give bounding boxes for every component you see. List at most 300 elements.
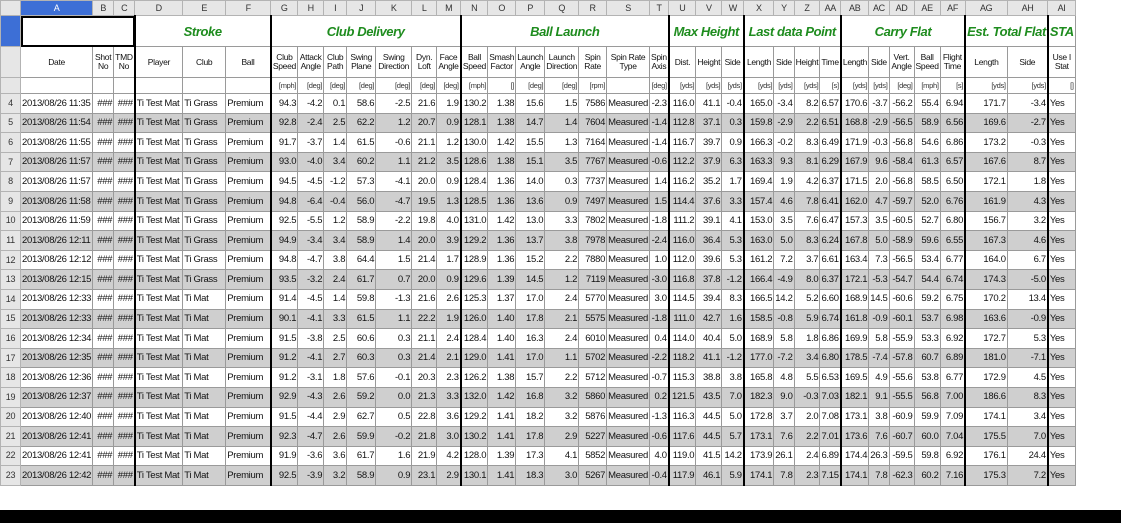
cell-z[interactable]: 8.3 xyxy=(794,231,820,251)
cell-g[interactable]: 91.9 xyxy=(271,446,298,466)
cell-l[interactable]: 19.5 xyxy=(412,191,437,211)
cell-ai[interactable]: Yes xyxy=(1048,172,1075,192)
cell-a[interactable]: 2013/08/26 11:58 xyxy=(21,191,93,211)
cell-s[interactable]: Measured xyxy=(607,466,650,486)
cell-ah[interactable]: -0.9 xyxy=(1007,309,1048,329)
cell-z[interactable]: 5.2 xyxy=(794,289,820,309)
cell-ae[interactable]: 58.9 xyxy=(914,113,940,133)
cell-i[interactable]: 2.4 xyxy=(324,270,347,290)
cell-f[interactable]: Premium xyxy=(226,250,271,270)
cell-i[interactable]: -1.2 xyxy=(324,172,347,192)
cell-g[interactable]: 91.5 xyxy=(271,329,298,349)
cell-v[interactable]: 39.4 xyxy=(696,289,722,309)
cell-af[interactable]: 6.57 xyxy=(940,152,965,172)
cell-aa[interactable]: 6.60 xyxy=(820,289,841,309)
cell-q[interactable]: 3.8 xyxy=(545,231,579,251)
cell-g[interactable]: 92.8 xyxy=(271,113,298,133)
cell-o[interactable]: 1.42 xyxy=(488,133,516,153)
column-header-af[interactable]: AF xyxy=(940,1,965,16)
cell-e[interactable]: Ti Grass xyxy=(183,270,226,290)
cell-v[interactable]: 46.1 xyxy=(696,466,722,486)
cell-ae[interactable]: 59.9 xyxy=(914,407,940,427)
cell-g[interactable]: 94.8 xyxy=(271,250,298,270)
cell-d[interactable]: Ti Test Mat xyxy=(135,348,183,368)
cell-d[interactable]: Ti Test Mat xyxy=(135,152,183,172)
column-header-y[interactable]: Y xyxy=(774,1,794,16)
cell-j[interactable]: 58.9 xyxy=(347,211,376,231)
cell-ab[interactable]: 163.4 xyxy=(841,250,869,270)
cell-ah[interactable]: 4.5 xyxy=(1007,368,1048,388)
cell-q[interactable]: 3.2 xyxy=(545,387,579,407)
cell-h[interactable]: -4.4 xyxy=(298,407,324,427)
cell-b[interactable]: ### xyxy=(93,270,114,290)
cell-t[interactable]: 1.0 xyxy=(649,250,668,270)
cell-c[interactable]: ### xyxy=(114,211,135,231)
cell-u[interactable]: 116.0 xyxy=(669,94,696,114)
unit-h[interactable]: [deg] xyxy=(298,78,324,94)
cell-e[interactable]: Ti Mat xyxy=(183,289,226,309)
cell-b[interactable]: ### xyxy=(93,191,114,211)
column-header-z[interactable]: Z xyxy=(794,1,820,16)
cell-b[interactable]: ### xyxy=(93,329,114,349)
cell-s[interactable]: Measured xyxy=(607,231,650,251)
column-header-q[interactable]: Q xyxy=(545,1,579,16)
cell-c[interactable]: ### xyxy=(114,446,135,466)
cell-af[interactable]: 6.77 xyxy=(940,368,965,388)
cell-d[interactable]: Ti Test Mat xyxy=(135,289,183,309)
cell-y[interactable]: -3.4 xyxy=(774,94,794,114)
cell-b[interactable]: ### xyxy=(93,172,114,192)
cell-ac[interactable]: -0.9 xyxy=(869,309,889,329)
label-f[interactable]: Ball xyxy=(226,47,271,78)
cell-r[interactable]: 7880 xyxy=(579,250,607,270)
cell-ah[interactable]: 13.4 xyxy=(1007,289,1048,309)
cell-ag[interactable]: 172.9 xyxy=(965,368,1007,388)
column-header-g[interactable]: G xyxy=(271,1,298,16)
cell-y[interactable]: -0.2 xyxy=(774,133,794,153)
cell-ad[interactable]: -60.9 xyxy=(889,407,914,427)
cell-k[interactable]: 0.3 xyxy=(376,348,412,368)
cell-l[interactable]: 19.8 xyxy=(412,211,437,231)
cell-b[interactable]: ### xyxy=(93,94,114,114)
cell-v[interactable]: 41.5 xyxy=(696,446,722,466)
cell-y[interactable]: -0.8 xyxy=(774,309,794,329)
label-z[interactable]: Height xyxy=(794,47,820,78)
cell-i[interactable]: 2.5 xyxy=(324,113,347,133)
cell-a[interactable]: 2013/08/26 12:33 xyxy=(21,289,93,309)
cell-m[interactable]: 2.6 xyxy=(437,289,461,309)
cell-w[interactable]: 4.1 xyxy=(722,211,744,231)
cell-v[interactable]: 43.5 xyxy=(696,387,722,407)
cell-s[interactable]: Measured xyxy=(607,172,650,192)
cell-u[interactable]: 116.3 xyxy=(669,407,696,427)
cell-ac[interactable]: 7.6 xyxy=(869,427,889,447)
cell-z[interactable]: 2.2 xyxy=(794,113,820,133)
cell-aa[interactable]: 6.41 xyxy=(820,191,841,211)
cell-v[interactable]: 37.8 xyxy=(696,270,722,290)
cell-ab[interactable]: 169.9 xyxy=(841,329,869,349)
cell-g[interactable]: 94.9 xyxy=(271,231,298,251)
unit-n[interactable]: [mph] xyxy=(461,78,488,94)
cell-i[interactable]: 2.6 xyxy=(324,427,347,447)
cell-s[interactable]: Measured xyxy=(607,348,650,368)
unit-v[interactable]: [yds] xyxy=(696,78,722,94)
cell-p[interactable]: 17.8 xyxy=(516,309,545,329)
cell-n[interactable]: 129.6 xyxy=(461,270,488,290)
cell-e[interactable]: Ti Grass xyxy=(183,250,226,270)
unit-p[interactable]: [deg] xyxy=(516,78,545,94)
cell-f[interactable]: Premium xyxy=(226,211,271,231)
cell-h[interactable]: -4.5 xyxy=(298,289,324,309)
cell-k[interactable]: -0.6 xyxy=(376,133,412,153)
cell-j[interactable]: 62.2 xyxy=(347,113,376,133)
cell-d[interactable]: Ti Test Mat xyxy=(135,231,183,251)
label-s[interactable]: Spin Rate Type xyxy=(607,47,650,78)
cell-ab[interactable]: 168.9 xyxy=(841,289,869,309)
cell-l[interactable]: 23.1 xyxy=(412,466,437,486)
cell-af[interactable]: 6.98 xyxy=(940,309,965,329)
cell-g[interactable]: 92.5 xyxy=(271,211,298,231)
cell-ai[interactable]: Yes xyxy=(1048,348,1075,368)
cell-k[interactable]: 1.1 xyxy=(376,309,412,329)
cell-af[interactable]: 6.76 xyxy=(940,191,965,211)
row-number[interactable]: 19 xyxy=(1,387,21,407)
cell-v[interactable]: 37.9 xyxy=(696,152,722,172)
cell-s[interactable]: Measured xyxy=(607,94,650,114)
cell-a[interactable]: 2013/08/26 12:40 xyxy=(21,407,93,427)
cell-i[interactable]: 3.6 xyxy=(324,446,347,466)
cell-x[interactable]: 168.9 xyxy=(744,329,774,349)
cell-f[interactable]: Premium xyxy=(226,387,271,407)
cell-ad[interactable]: -54.7 xyxy=(889,270,914,290)
cell-v[interactable]: 39.1 xyxy=(696,211,722,231)
cell-ah[interactable]: 7.0 xyxy=(1007,427,1048,447)
cell-g[interactable]: 94.5 xyxy=(271,172,298,192)
cell-f[interactable]: Premium xyxy=(226,231,271,251)
cell-ai[interactable]: Yes xyxy=(1048,446,1075,466)
cell-j[interactable]: 57.6 xyxy=(347,368,376,388)
cell-e[interactable]: Ti Grass xyxy=(183,231,226,251)
cell-r[interactable]: 5860 xyxy=(579,387,607,407)
cell-s[interactable]: Measured xyxy=(607,407,650,427)
cell-ab[interactable]: 157.3 xyxy=(841,211,869,231)
cell-z[interactable]: -0.3 xyxy=(794,387,820,407)
cell-o[interactable]: 1.42 xyxy=(488,387,516,407)
cell-o[interactable]: 1.39 xyxy=(488,270,516,290)
cell-u[interactable]: 121.5 xyxy=(669,387,696,407)
cell-z[interactable]: 3.7 xyxy=(794,250,820,270)
cell-aa[interactable]: 6.47 xyxy=(820,211,841,231)
cell-r[interactable]: 5770 xyxy=(579,289,607,309)
row-number[interactable]: 9 xyxy=(1,191,21,211)
cell-e[interactable]: Ti Grass xyxy=(183,113,226,133)
cell-q[interactable]: 1.3 xyxy=(545,133,579,153)
cell-ab[interactable]: 182.1 xyxy=(841,387,869,407)
label-ai[interactable]: Use I Stat xyxy=(1048,47,1075,78)
cell-b[interactable]: ### xyxy=(93,446,114,466)
cell-ai[interactable]: Yes xyxy=(1048,133,1075,153)
cell-z[interactable]: 4.2 xyxy=(794,172,820,192)
cell-ah[interactable]: 7.2 xyxy=(1007,466,1048,486)
cell-z[interactable]: 5.9 xyxy=(794,309,820,329)
cell-d[interactable]: Ti Test Mat xyxy=(135,446,183,466)
label-h[interactable]: Attack Angle xyxy=(298,47,324,78)
cell-ad[interactable]: -60.5 xyxy=(889,211,914,231)
cell-b[interactable]: ### xyxy=(93,427,114,447)
cell-ad[interactable]: -56.5 xyxy=(889,250,914,270)
cell-m[interactable]: 0.9 xyxy=(437,172,461,192)
cell-af[interactable]: 6.56 xyxy=(940,113,965,133)
column-header-k[interactable]: K xyxy=(376,1,412,16)
cell-t[interactable]: -0.6 xyxy=(649,152,668,172)
cell-ai[interactable]: Yes xyxy=(1048,152,1075,172)
cell-p[interactable]: 13.7 xyxy=(516,231,545,251)
cell-v[interactable]: 37.6 xyxy=(696,191,722,211)
unit-j[interactable]: [deg] xyxy=(347,78,376,94)
cell-ah[interactable]: -7.1 xyxy=(1007,348,1048,368)
cell-u[interactable]: 111.2 xyxy=(669,211,696,231)
group-header-ball-launch[interactable]: Ball Launch xyxy=(461,16,669,47)
cell-l[interactable]: 22.2 xyxy=(412,309,437,329)
cell-c[interactable]: ### xyxy=(114,329,135,349)
cell-ad[interactable]: -55.6 xyxy=(889,368,914,388)
cell-j[interactable]: 58.6 xyxy=(347,94,376,114)
cell-ac[interactable]: -0.3 xyxy=(869,133,889,153)
cell-i[interactable]: 1.4 xyxy=(324,289,347,309)
cell-q[interactable]: 1.1 xyxy=(545,348,579,368)
cell-t[interactable]: -2.2 xyxy=(649,348,668,368)
cell-ad[interactable]: -59.5 xyxy=(889,446,914,466)
cell-a[interactable]: 2013/08/26 12:41 xyxy=(21,427,93,447)
cell-ae[interactable]: 60.2 xyxy=(914,466,940,486)
cell-w[interactable]: 3.3 xyxy=(722,191,744,211)
cell-m[interactable]: 2.3 xyxy=(437,368,461,388)
cell-o[interactable]: 1.36 xyxy=(488,250,516,270)
cell-n[interactable]: 131.0 xyxy=(461,211,488,231)
cell-z[interactable]: 8.1 xyxy=(794,152,820,172)
cell-j[interactable]: 61.5 xyxy=(347,309,376,329)
row-number[interactable]: 5 xyxy=(1,113,21,133)
cell-y[interactable]: -4.9 xyxy=(774,270,794,290)
cell-ad[interactable]: -55.9 xyxy=(889,329,914,349)
group-header-est-total-flat[interactable]: Est. Total Flat xyxy=(965,16,1048,47)
cell-ae[interactable]: 52.7 xyxy=(914,211,940,231)
cell-af[interactable]: 7.04 xyxy=(940,427,965,447)
cell-c[interactable]: ### xyxy=(114,172,135,192)
unit-ah[interactable]: [yds] xyxy=(1007,78,1048,94)
cell-ah[interactable]: 8.7 xyxy=(1007,152,1048,172)
label-n[interactable]: Ball Speed xyxy=(461,47,488,78)
cell-l[interactable]: 21.1 xyxy=(412,133,437,153)
unit-b[interactable] xyxy=(93,78,114,94)
cell-ad[interactable]: -60.1 xyxy=(889,309,914,329)
cell-z[interactable]: 7.6 xyxy=(794,211,820,231)
cell-z[interactable]: 8.3 xyxy=(794,133,820,153)
cell-ab[interactable]: 178.5 xyxy=(841,348,869,368)
cell-y[interactable]: 9.0 xyxy=(774,387,794,407)
cell-ag[interactable]: 164.0 xyxy=(965,250,1007,270)
unit-e[interactable] xyxy=(183,78,226,94)
unit-k[interactable]: [deg] xyxy=(376,78,412,94)
cell-ag[interactable]: 172.7 xyxy=(965,329,1007,349)
cell-f[interactable]: Premium xyxy=(226,466,271,486)
cell-w[interactable]: 8.3 xyxy=(722,289,744,309)
cell-p[interactable]: 14.7 xyxy=(516,113,545,133)
cell-z[interactable]: 3.4 xyxy=(794,348,820,368)
cell-e[interactable]: Ti Mat xyxy=(183,466,226,486)
unit-s[interactable] xyxy=(607,78,650,94)
cell-v[interactable]: 37.1 xyxy=(696,113,722,133)
cell-ac[interactable]: 9.1 xyxy=(869,387,889,407)
column-header-e[interactable]: E xyxy=(183,1,226,16)
cell-t[interactable]: -1.4 xyxy=(649,113,668,133)
cell-q[interactable]: 1.4 xyxy=(545,113,579,133)
cell-m[interactable]: 4.0 xyxy=(437,211,461,231)
cell-h[interactable]: -4.2 xyxy=(298,94,324,114)
cell-z[interactable]: 8.0 xyxy=(794,270,820,290)
cell-t[interactable]: -1.3 xyxy=(649,407,668,427)
cell-g[interactable]: 94.8 xyxy=(271,191,298,211)
cell-ai[interactable]: Yes xyxy=(1048,231,1075,251)
unit-o[interactable]: [] xyxy=(488,78,516,94)
cell-k[interactable]: 0.9 xyxy=(376,466,412,486)
cell-b[interactable]: ### xyxy=(93,368,114,388)
cell-r[interactable]: 5227 xyxy=(579,427,607,447)
cell-r[interactable]: 5876 xyxy=(579,407,607,427)
cell-t[interactable]: -1.8 xyxy=(649,211,668,231)
cell-ai[interactable]: Yes xyxy=(1048,329,1075,349)
cell-k[interactable]: -0.1 xyxy=(376,368,412,388)
cell-ab[interactable]: 161.8 xyxy=(841,309,869,329)
cell-q[interactable]: 1.2 xyxy=(545,270,579,290)
unit-x[interactable]: [yds] xyxy=(744,78,774,94)
cell-p[interactable]: 14.5 xyxy=(516,270,545,290)
cell-x[interactable]: 166.3 xyxy=(744,133,774,153)
cell-ad[interactable]: -62.3 xyxy=(889,466,914,486)
cell-n[interactable]: 130.1 xyxy=(461,466,488,486)
cell-h[interactable]: -4.7 xyxy=(298,427,324,447)
cell-n[interactable]: 130.0 xyxy=(461,133,488,153)
cell-w[interactable]: 5.0 xyxy=(722,329,744,349)
cell-x[interactable]: 157.4 xyxy=(744,191,774,211)
cell-s[interactable]: Measured xyxy=(607,250,650,270)
cell-ab[interactable]: 173.6 xyxy=(841,427,869,447)
cell-aa[interactable]: 7.01 xyxy=(820,427,841,447)
cell-ab[interactable]: 174.4 xyxy=(841,446,869,466)
cell-z[interactable]: 7.8 xyxy=(794,191,820,211)
group-header-carry-flat[interactable]: Carry Flat xyxy=(841,16,965,47)
cell-n[interactable]: 132.0 xyxy=(461,387,488,407)
row-number[interactable]: 6 xyxy=(1,133,21,153)
column-header-ac[interactable]: AC xyxy=(869,1,889,16)
column-header-ad[interactable]: AD xyxy=(889,1,914,16)
cell-k[interactable]: -0.2 xyxy=(376,427,412,447)
cell-y[interactable]: 7.2 xyxy=(774,250,794,270)
cell-l[interactable]: 20.3 xyxy=(412,368,437,388)
label-u[interactable]: Dist. xyxy=(669,47,696,78)
cell-c[interactable]: ### xyxy=(114,407,135,427)
cell-o[interactable]: 1.41 xyxy=(488,427,516,447)
cell-c[interactable]: ### xyxy=(114,466,135,486)
cell-j[interactable]: 58.9 xyxy=(347,466,376,486)
label-ac[interactable]: Side xyxy=(869,47,889,78)
cell-n[interactable]: 128.1 xyxy=(461,113,488,133)
column-header-w[interactable]: W xyxy=(722,1,744,16)
cell-o[interactable]: 1.39 xyxy=(488,446,516,466)
cell-o[interactable]: 1.36 xyxy=(488,231,516,251)
cell-ag[interactable]: 175.3 xyxy=(965,466,1007,486)
cell-aa[interactable]: 7.08 xyxy=(820,407,841,427)
cell-q[interactable]: 2.2 xyxy=(545,368,579,388)
group-header-stat[interactable]: STA xyxy=(1048,16,1075,47)
column-header-r[interactable]: R xyxy=(579,1,607,16)
cell-e[interactable]: Ti Mat xyxy=(183,387,226,407)
cell-ag[interactable]: 156.7 xyxy=(965,211,1007,231)
row-number[interactable]: 14 xyxy=(1,289,21,309)
cell-x[interactable]: 165.8 xyxy=(744,368,774,388)
cell-h[interactable]: -3.2 xyxy=(298,270,324,290)
cell-w[interactable]: -1.2 xyxy=(722,270,744,290)
cell-m[interactable]: 2.4 xyxy=(437,329,461,349)
cell-t[interactable]: 3.0 xyxy=(649,289,668,309)
cell-ab[interactable]: 170.6 xyxy=(841,94,869,114)
cell-n[interactable]: 125.3 xyxy=(461,289,488,309)
cell-b[interactable]: ### xyxy=(93,466,114,486)
label-w[interactable]: Side xyxy=(722,47,744,78)
cell-c[interactable]: ### xyxy=(114,94,135,114)
label-ab[interactable]: Length xyxy=(841,47,869,78)
cell-m[interactable]: 2.9 xyxy=(437,466,461,486)
cell-w[interactable]: 14.2 xyxy=(722,446,744,466)
label-p[interactable]: Launch Angle xyxy=(516,47,545,78)
cell-u[interactable]: 116.0 xyxy=(669,231,696,251)
cell-s[interactable]: Measured xyxy=(607,329,650,349)
cell-f[interactable]: Premium xyxy=(226,329,271,349)
cell-k[interactable]: 1.1 xyxy=(376,152,412,172)
cell-f[interactable]: Premium xyxy=(226,270,271,290)
cell-y[interactable]: 5.8 xyxy=(774,329,794,349)
cell-w[interactable]: -1.2 xyxy=(722,348,744,368)
cell-y[interactable]: 14.2 xyxy=(774,289,794,309)
cell-x[interactable]: 182.3 xyxy=(744,387,774,407)
unit-ai[interactable]: [] xyxy=(1048,78,1075,94)
cell-j[interactable]: 61.7 xyxy=(347,270,376,290)
cell-o[interactable]: 1.40 xyxy=(488,329,516,349)
cell-t[interactable]: -1.4 xyxy=(649,133,668,153)
label-ae[interactable]: Ball Speed xyxy=(914,47,940,78)
cell-ah[interactable]: 5.3 xyxy=(1007,329,1048,349)
cell-t[interactable]: 4.0 xyxy=(649,446,668,466)
cell-i[interactable]: 3.2 xyxy=(324,466,347,486)
cell-o[interactable]: 1.37 xyxy=(488,289,516,309)
cell-ai[interactable]: Yes xyxy=(1048,427,1075,447)
cell-v[interactable]: 41.1 xyxy=(696,348,722,368)
cell-s[interactable]: Measured xyxy=(607,446,650,466)
cell-ag[interactable]: 171.7 xyxy=(965,94,1007,114)
cell-g[interactable]: 93.5 xyxy=(271,270,298,290)
cell-u[interactable]: 118.2 xyxy=(669,348,696,368)
cell-ab[interactable]: 171.5 xyxy=(841,172,869,192)
cell-o[interactable]: 1.36 xyxy=(488,172,516,192)
cell-u[interactable]: 115.3 xyxy=(669,368,696,388)
cell-q[interactable]: 2.1 xyxy=(545,309,579,329)
cell-w[interactable]: 1.7 xyxy=(722,172,744,192)
cell-x[interactable]: 165.0 xyxy=(744,94,774,114)
cell-q[interactable]: 2.4 xyxy=(545,289,579,309)
cell-ad[interactable]: -60.7 xyxy=(889,427,914,447)
cell-n[interactable]: 129.0 xyxy=(461,348,488,368)
cell-w[interactable]: 5.7 xyxy=(722,427,744,447)
